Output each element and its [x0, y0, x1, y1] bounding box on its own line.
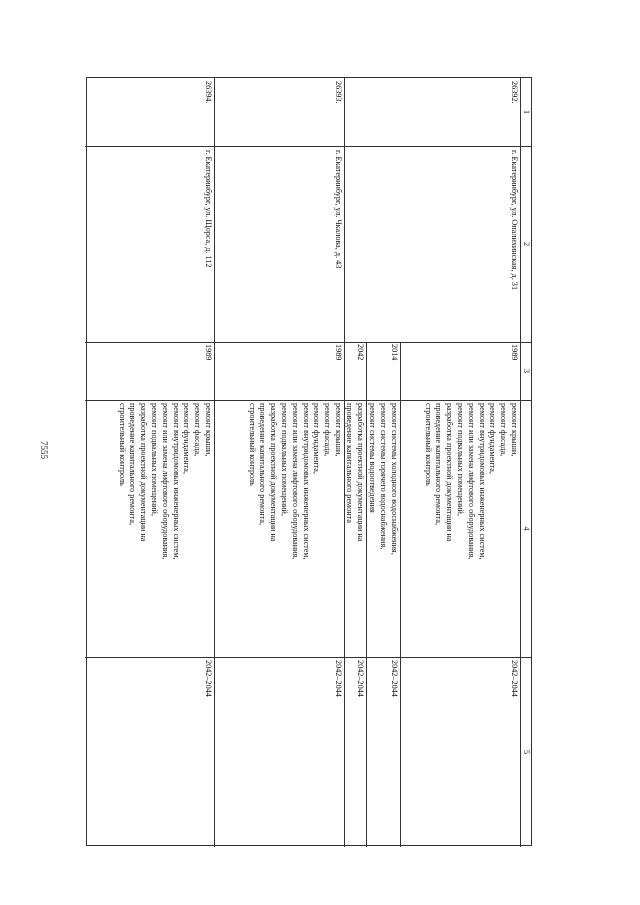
- work-item: проведение капитального ремонта: [345, 403, 355, 523]
- work-item: ремонт системы холодного водоснабжения,: [390, 403, 399, 555]
- row-number: 26392.: [510, 81, 519, 104]
- work-item: ремонт системы горячего водоснабжения,: [379, 403, 389, 550]
- work-item: разработка проектной документации на: [445, 403, 455, 542]
- year: 2014: [390, 344, 399, 361]
- work-item: проведение капитального ремонта,: [128, 403, 138, 526]
- header-col-5: 5: [522, 750, 531, 754]
- work-list: [403, 403, 519, 655]
- page-number: 7555: [39, 441, 49, 459]
- work-item: ремонт подвальных помещений,: [150, 403, 160, 516]
- period: 2042–2044: [204, 660, 213, 697]
- work-item: ремонт или замена лифтового оборудования,: [290, 403, 300, 560]
- work-item: строительный контроль: [423, 403, 433, 486]
- work-item: ремонт крыши,: [334, 403, 343, 457]
- work-item: ремонт фасада,: [193, 403, 203, 457]
- work-item: разработка проектной документации на: [139, 403, 149, 542]
- work-item: ремонт внутридомовых инженерных систем,: [477, 403, 487, 560]
- address: г. Екатеринбург, ул. Щорса, д. 112: [204, 150, 213, 268]
- work-item: ремонт фундамента,: [488, 403, 498, 474]
- row-number: 26393.: [334, 81, 343, 104]
- work-list: [87, 403, 213, 655]
- year: 1989: [204, 344, 213, 361]
- year: 1989: [510, 344, 519, 361]
- address: г. Екатеринбург, ул. Опалихинская, д. 31: [510, 150, 519, 291]
- work-list: [217, 403, 343, 655]
- header-col-3: 3: [522, 369, 531, 373]
- period: 2042–2044: [390, 660, 399, 697]
- work-item: разработка проектной документации на: [356, 403, 365, 542]
- work-item: ремонт внутридомовых инженерных систем,: [171, 403, 181, 560]
- work-item: ремонт фундамента,: [312, 403, 322, 474]
- repair-schedule-table: [86, 77, 532, 846]
- period: 2042–2044: [510, 660, 519, 697]
- work-item: ремонт системы водоотведения: [368, 403, 378, 513]
- row-number: 26394.: [204, 81, 213, 104]
- period: 2042–2044: [334, 660, 343, 697]
- work-item: ремонт подвальных помещений,: [456, 403, 466, 516]
- work-item: строительный контроль: [117, 403, 127, 486]
- address: г. Екатеринбург, ул. Чкалова, д. 43: [334, 150, 343, 269]
- work-item: проведение капитального ремонта,: [434, 403, 444, 526]
- work-item: строительный контроль: [247, 403, 257, 486]
- work-list: [367, 403, 399, 655]
- work-item: проведение капитального ремонта,: [258, 403, 268, 526]
- year: 2042: [356, 344, 365, 361]
- work-item: ремонт фундамента,: [182, 403, 192, 474]
- header-col-1: 1: [522, 110, 531, 114]
- work-item: ремонт фасада,: [323, 403, 333, 457]
- year: 1989: [334, 344, 343, 361]
- work-item: ремонт или замена лифтового оборудования,: [466, 403, 476, 560]
- work-list: [345, 403, 365, 655]
- work-item: ремонт или замена лифтового оборудования,: [160, 403, 170, 560]
- table-region: [86, 77, 532, 846]
- period: 2042–2044: [356, 660, 365, 697]
- work-item: ремонт крыши,: [204, 403, 213, 457]
- work-item: ремонт фасада,: [499, 403, 509, 457]
- work-item: ремонт крыши,: [510, 403, 519, 457]
- header-col-2: 2: [522, 242, 531, 246]
- work-item: разработка проектной документации на: [269, 403, 279, 542]
- header-col-4: 4: [522, 526, 531, 531]
- work-item: ремонт внутридомовых инженерных систем,: [301, 403, 311, 560]
- work-item: ремонт подвальных помещений,: [280, 403, 290, 516]
